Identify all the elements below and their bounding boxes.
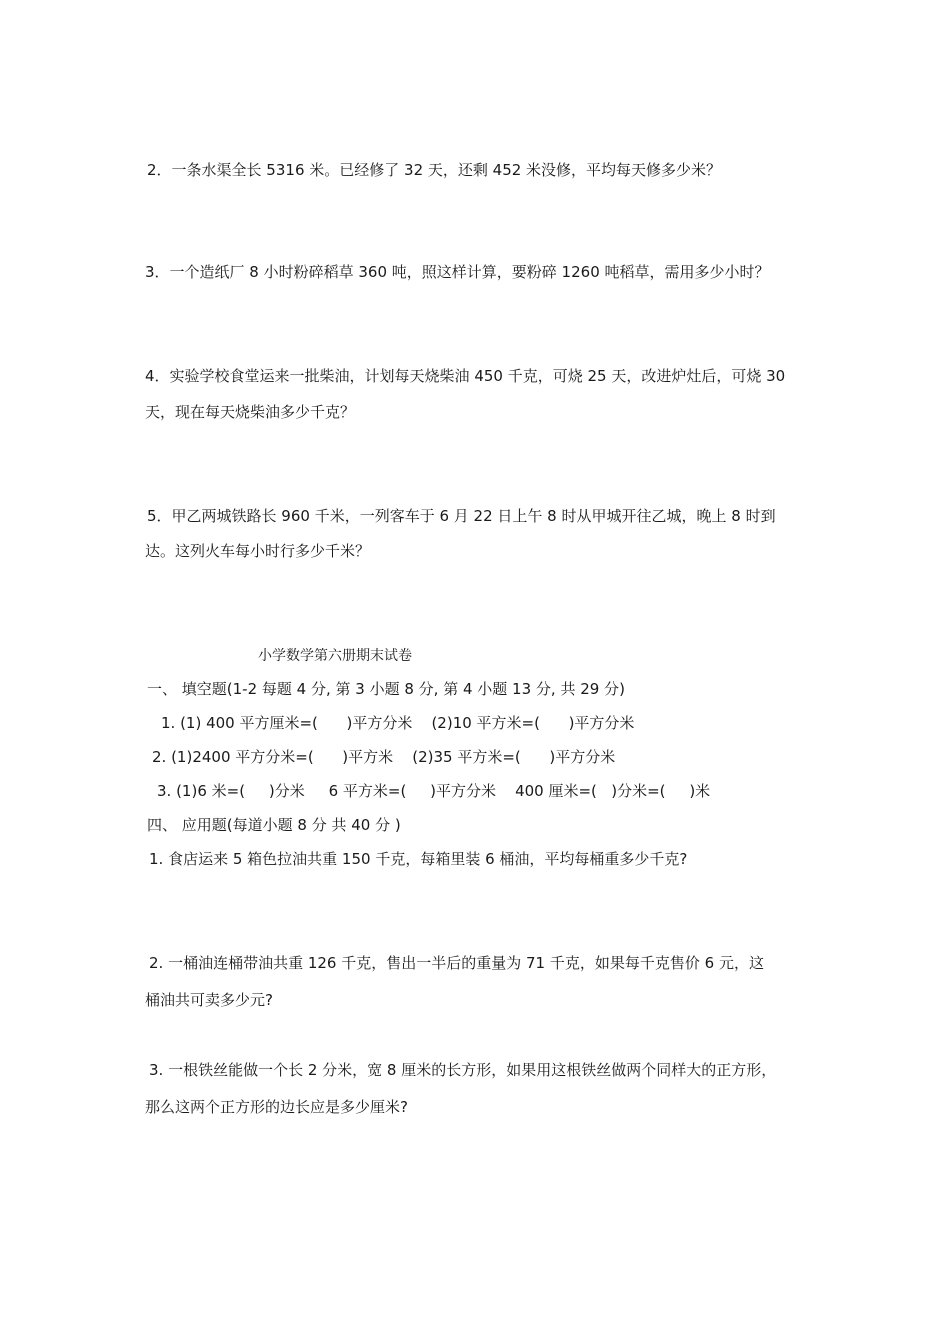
- exam-title: 小学数学第六册期末试卷: [258, 648, 412, 664]
- section-4-heading: 四、 应用题(每道小题 8 分 共 40 分 ): [147, 816, 401, 834]
- application-question-1: 1. 食店运来 5 箱色拉油共重 150 千克，每箱里装 6 桶油，平均每桶重多少千克?: [149, 850, 688, 868]
- question-5-line-1: 5．甲乙两城铁路长 960 千米，一列客车于 6 月 22 日上午 8 时从甲城开往乙城，晚上 8 时到: [147, 507, 776, 525]
- section-1-heading: 一、 填空题(1-2 每题 4 分, 第 3 小题 8 分, 第 4 小题 13 分, 共 29 分): [147, 680, 625, 698]
- question-4-line-2: 天，现在每天烧柴油多少千克？: [145, 403, 356, 421]
- question-2: 2．一条水渠全长 5316 米。已经修了 32 天，还剩 452 米没修，平均每天修多少米？: [147, 161, 722, 179]
- question-4-line-1: 4．实验学校食堂运来一批柴油，计划每天烧柴油 450 千克，可烧 25 天，改进炉灶后，可烧 30: [145, 367, 786, 385]
- question-3: 3．一个造纸厂 8 小时粉碎稻草 360 吨，照这样计算，要粉碎 1260 吨稻草，需用多少小时？: [145, 263, 770, 281]
- application-question-2-line-1: 2. 一桶油连桶带油共重 126 千克，售出一半后的重量为 71 千克，如果每千克售价 6 元，这: [149, 954, 764, 972]
- fill-blank-1: 1. (1) 400 平方厘米=( )平方分米 (2)10 平方米=( )平方分米: [161, 714, 635, 732]
- application-question-2-line-2: 桶油共可卖多少元?: [145, 991, 273, 1009]
- fill-blank-2: 2. (1)2400 平方分米=( )平方米 (2)35 平方米=( )平方分米: [152, 748, 616, 766]
- fill-blank-3: 3. (1)6 米=( )分米 6 平方米=( )平方分米 400 厘米=( )分米=( )米: [157, 782, 711, 800]
- application-question-3-line-2: 那么这两个正方形的边长应是多少厘米?: [145, 1098, 408, 1116]
- application-question-3-line-1: 3. 一根铁丝能做一个长 2 分米，宽 8 厘米的长方形，如果用这根铁丝做两个同样大的正方形，: [149, 1061, 777, 1079]
- question-5-line-2: 达。这列火车每小时行多少千米？: [145, 542, 371, 560]
